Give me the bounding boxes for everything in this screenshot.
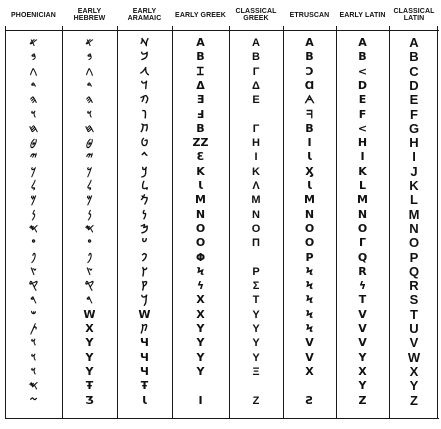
letter-cell: X [305, 364, 314, 378]
letter-cell: Ν [252, 208, 260, 221]
letter-cell: 𐤕 [29, 322, 38, 335]
letter-cell [229, 108, 283, 122]
letter-cell: L [410, 193, 418, 208]
letter-cell: O [195, 236, 206, 250]
letter-cell: E [358, 93, 367, 107]
letter-cell: Γ [358, 236, 366, 250]
letter-cell: Ɩ [198, 179, 203, 192]
letter-cell: 𐤎 [84, 221, 95, 235]
letter-cell: Y [196, 336, 205, 350]
letter-cell: B [196, 121, 205, 135]
letter-cell: 𐤅 [30, 336, 37, 350]
letter-cell: Z [410, 393, 418, 408]
letter-cell: P [305, 250, 314, 264]
letter-cell: Ɩ [307, 150, 312, 164]
letter-cell: Μ [251, 194, 261, 207]
letter-cell: Ι [254, 151, 258, 164]
letter-cell: Y [196, 364, 205, 378]
letter-cell: 𐤀 [85, 36, 94, 49]
letter-cell: Τ [252, 294, 260, 307]
letter-cell: G [408, 121, 420, 136]
letter-cell: T [410, 307, 418, 322]
letter-cell: O [304, 221, 315, 235]
letter-cell [229, 251, 283, 265]
letter-cell: I [198, 393, 203, 407]
letter-cell: F [358, 107, 367, 121]
letter-cell: V [358, 336, 367, 350]
letter-cell: R [409, 279, 419, 294]
letter-cell: X [409, 364, 419, 379]
letter-cell: M [195, 193, 206, 207]
letter-cell: P [409, 250, 419, 265]
letter-cell: 𐤌 [30, 193, 37, 207]
letter-cell: Ч [140, 364, 149, 378]
letter-cell: S [409, 293, 419, 308]
letter-cell: 𐤎 [28, 379, 39, 393]
letter-cell: 𐤃 [30, 78, 37, 92]
letter-cell: Α [252, 37, 260, 49]
letter-cell: O [357, 221, 368, 235]
letter-cell: H [409, 136, 419, 151]
letter-cell: D [409, 78, 419, 93]
letter-cell: I [307, 136, 312, 150]
letter-cell: Ǝ [196, 93, 205, 107]
letter-cell: 𐡈 [140, 136, 149, 150]
letter-cell [229, 379, 283, 393]
letter-cell: L [358, 179, 366, 192]
letter-cell: ϟ [196, 279, 205, 293]
letter-cell: 𐤏 [87, 236, 92, 250]
letter-cell: 𐤂 [85, 64, 94, 78]
letter-cell: 𐤒 [84, 279, 95, 293]
letter-cell: Ɩ [142, 393, 147, 407]
letter-cell: F [410, 107, 418, 122]
letter-cell: 𐤔 [30, 307, 37, 321]
column-header: EARLY ARAMAIC [127, 8, 162, 22]
letter-cell: 𐤁 [86, 50, 93, 64]
column-header: EARLY GREEK [175, 11, 226, 19]
letter-cell: 𐤂 [29, 64, 38, 78]
letter-cell: < [357, 64, 368, 78]
letter-cell: J [410, 164, 418, 179]
letter-cell: 𐤇 [28, 121, 39, 135]
letter-cell: N [304, 207, 315, 221]
letter-cell: Γ [252, 65, 260, 78]
letter-cell: Δ [252, 79, 260, 92]
letter-cell: B [196, 50, 205, 64]
letter-cell: ZZ [192, 136, 209, 150]
letter-cell: Y [358, 350, 367, 364]
letter-cell: W [138, 307, 151, 321]
letter-cell: O [408, 236, 420, 251]
letter-cell: Σ [252, 280, 260, 293]
letter-cell: I [412, 150, 416, 165]
letter-cell: O [195, 221, 206, 235]
letter-cell: N [195, 207, 206, 221]
letter-cell: 𐤈 [29, 136, 38, 150]
letter-cell: 𐤓 [30, 293, 37, 307]
letter-cell: Β [252, 51, 260, 64]
letter-cell: N [409, 221, 419, 236]
letter-cell: V [305, 350, 314, 364]
column-header: EARLY HEBREW [73, 8, 106, 22]
letter-cell: Ч [140, 350, 149, 364]
letter-cell: 𐤅 [30, 350, 37, 364]
letter-cell: X [196, 293, 205, 307]
letter-cell: Κ [252, 165, 260, 178]
letter-cell: 𐡕 [141, 322, 148, 335]
letter-cell: 𐤍 [87, 207, 92, 221]
letter-cell: 𐤊 [86, 164, 93, 178]
letter-cell: Ŧ [140, 379, 149, 393]
letter-cell: Δ [196, 78, 205, 92]
letter-cell: B [305, 50, 314, 64]
letter-cell: 𐤐 [86, 250, 93, 264]
letter-cell: V [358, 322, 367, 335]
letter-cell: 𐡌 [140, 193, 149, 207]
letter-cell: 𐤄 [29, 93, 38, 107]
letter-cell: 𐡓 [140, 293, 149, 307]
letter-cell: Ɔ [305, 64, 314, 78]
letter-cell: C [409, 64, 419, 79]
column-header: CLASSICAL GREEK [235, 8, 277, 22]
letter-cell: ᗅ [304, 93, 315, 107]
letter-cell: 𐤄 [85, 93, 94, 107]
letter-cell: Υ [252, 323, 260, 335]
letter-cell: Η [252, 137, 260, 150]
letter-cell: 𐤃 [86, 78, 93, 92]
letter-cell: 𐤉 [85, 150, 94, 164]
letter-cell: Ƨ [305, 393, 314, 407]
letter-cell: 𐡂 [139, 64, 150, 78]
letter-cell: 𐡉 [141, 150, 148, 164]
letter-cell: A [305, 36, 314, 49]
letter-cell: 𐤉 [29, 150, 38, 164]
letter-cell: E [409, 93, 419, 108]
letter-cell: 𐡇 [140, 121, 149, 135]
letter-cell: 𐡎 [140, 221, 149, 235]
letter-cell: 𐡍 [142, 207, 147, 221]
letter-cell: I [360, 150, 365, 164]
letter-cell: W [407, 350, 421, 365]
letter-cell: Y [196, 322, 205, 335]
letter-cell: 𐡊 [141, 164, 148, 178]
letter-cell: Ꮖ [196, 64, 205, 78]
letter-cell: 𐤋 [30, 179, 37, 192]
letter-cell: 𐡄 [139, 93, 150, 107]
letter-cell: 𐤓 [86, 293, 93, 307]
letter-cell: Ϟ [305, 307, 314, 321]
letter-cell: O [304, 236, 315, 250]
letter-cell: ᖷ [306, 107, 313, 121]
letter-cell: 𐤏 [31, 236, 36, 250]
header-rule [5, 30, 439, 31]
letter-cell: Ɛ [196, 150, 205, 164]
letter-cell: M [357, 193, 368, 207]
letter-cell: Ρ [252, 265, 260, 278]
letter-cell: 𐡐 [141, 250, 148, 264]
letter-cell: B [358, 50, 367, 64]
letter-cell: Υ [252, 351, 260, 364]
letter-cell: 𐤎 [28, 221, 39, 235]
letter-cell: Ɑ [304, 78, 315, 92]
letter-cell: Ϟ [305, 322, 314, 335]
letter-cell: A [358, 36, 367, 49]
letter-cell: A [196, 36, 205, 49]
column-header: ETRUSCAN [289, 11, 330, 19]
letter-cell: 𐡑 [141, 264, 148, 278]
letter-cell: Υ [252, 337, 260, 350]
letter-cell: V [409, 336, 419, 351]
letter-cell: K [358, 164, 367, 178]
letter-cell: K [196, 164, 205, 178]
letter-cell: 𐤑 [30, 264, 37, 278]
letter-cell: X [358, 364, 367, 378]
letter-cell: Υ [252, 308, 260, 321]
letter-cell: Γ [252, 122, 260, 135]
letter-cell: T [358, 293, 367, 307]
letter-cell: Q [357, 250, 368, 264]
letter-cell: Φ [195, 250, 206, 264]
letter-cell: 𐤒 [28, 279, 39, 293]
letter-cell: Z [358, 393, 367, 407]
letter-cell: M [408, 207, 420, 222]
letter-cell: Ŧ [85, 379, 94, 393]
letter-cell: M [304, 193, 315, 207]
letter-cell: Ɩ [307, 179, 312, 192]
letter-cell: 𐤐 [30, 250, 37, 264]
letter-cell: 𐤅 [86, 107, 93, 121]
letter-cell: A [409, 36, 419, 50]
letter-cell: Y [85, 364, 94, 378]
letter-cell: Ч [140, 336, 149, 350]
letter-cell: U [409, 322, 419, 336]
letter-cell: 𐡋 [141, 179, 148, 192]
column-header: PHOENICIAN [11, 11, 56, 19]
letter-cell: B [409, 50, 419, 65]
letter-cell [283, 379, 336, 393]
letter-cell: Ӽ [305, 164, 314, 178]
letter-cell: 𐤍 [31, 207, 36, 221]
letter-cell: 𐡁 [140, 50, 149, 64]
letter-cell: 𐡃 [141, 78, 148, 92]
letter-cell: Y [196, 350, 205, 364]
letter-cell: Ϟ [305, 293, 314, 307]
letter-cell: ϟ [358, 279, 367, 293]
letter-cell: B [305, 121, 314, 135]
letter-cell: 𐡀 [139, 36, 150, 49]
letter-cell: 𐤌 [86, 193, 93, 207]
letter-cell [172, 379, 229, 393]
letter-cell: 𐤊 [30, 164, 37, 178]
letter-cell: Ϟ [305, 279, 314, 293]
letter-cell: 𐤁 [30, 50, 37, 64]
letter-cell: Y [85, 336, 94, 350]
letter-cell: 𐤀 [29, 36, 38, 49]
letter-cell: 𐤅 [30, 364, 37, 378]
letter-cell: 𐤈 [85, 136, 94, 150]
letter-cell: Y [85, 350, 94, 364]
letter-cell: 𐤑 [86, 264, 93, 278]
letter-cell: Q [408, 264, 420, 279]
letter-cell: 𐡏 [141, 236, 148, 250]
letter-cell: Λ [252, 180, 260, 192]
letter-cell: N [357, 207, 368, 221]
letter-cell: D [357, 78, 368, 92]
letter-cell: X [196, 307, 205, 321]
letter-cell: Ζ [252, 394, 260, 407]
letter-cell: 𐡒 [141, 279, 148, 293]
letter-cell: Ϟ [305, 264, 314, 278]
letter-cell: Ⅎ [196, 107, 205, 121]
letter-cell: Y [358, 379, 367, 393]
letter-cell: 𐤅 [30, 107, 37, 121]
letter-cell: Ξ [252, 365, 260, 378]
letter-cell: Ε [252, 94, 260, 107]
table-bottom-rule [5, 418, 439, 419]
letter-cell: V [358, 307, 367, 321]
letter-cell: 𐤆 [29, 393, 38, 407]
letter-cell: Ӡ [85, 393, 94, 407]
letter-cell: 𐡅 [142, 107, 147, 121]
letter-cell: 𐤇 [84, 121, 95, 135]
letter-cell: Π [252, 237, 260, 250]
letter-cell: K [409, 179, 419, 193]
letter-cell: H [357, 136, 368, 150]
letter-cell: < [357, 121, 368, 135]
letter-cell: R [358, 264, 367, 278]
letter-cell: W [83, 307, 96, 321]
letter-cell: Y [409, 379, 419, 394]
column-header: CLASSICAL LATIN [393, 8, 435, 22]
letter-cell: Ϟ [196, 264, 205, 278]
letter-cell: V [305, 336, 314, 350]
letter-cell: 𐤋 [86, 179, 93, 192]
letter-cell: Ο [251, 222, 261, 235]
column-header: EARLY LATIN [339, 11, 386, 19]
letter-cell: X [85, 322, 94, 335]
